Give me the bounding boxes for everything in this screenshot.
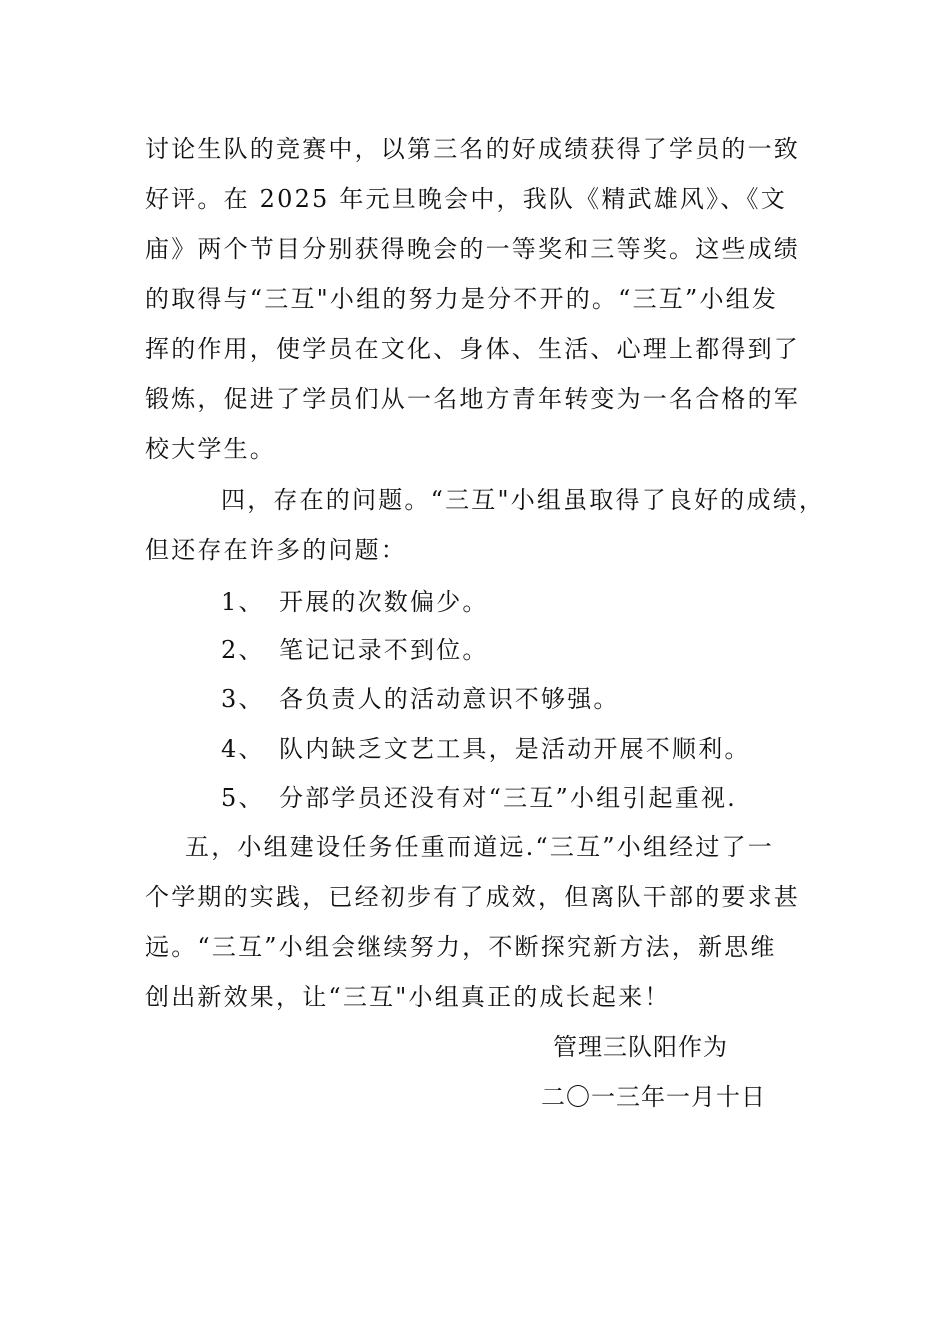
- problem-number: 5、: [221, 784, 265, 812]
- body-line: 的取得与“三互"小组的努力是分不开的。“三互”小组发: [145, 285, 779, 313]
- signature-author: 管理三队阳作为: [553, 1033, 728, 1061]
- section4-heading: 四，存在的问题。“三互"小组虽取得了良好的成绩，: [221, 486, 826, 514]
- section5-line: 远。“三互”小组会继续努力，不断探究新方法，新思维: [145, 933, 777, 961]
- section5-heading: 五，小组建设任务任重而道远.“三互”小组经过了一: [185, 833, 774, 861]
- body-line: 讨论生队的竞赛中，以第三名的好成绩获得了学员的一致: [145, 135, 800, 163]
- problem-item: [221, 634, 489, 666]
- body-line: 校大学生。: [145, 435, 276, 463]
- body-line: 挥的作用，使学员在文化、身体、生活、心理上都得到了: [145, 335, 800, 363]
- problem-text: 笔记记录不到位。: [279, 636, 489, 664]
- problem-text: 队内缺乏文艺工具，是活动开展不顺利。: [279, 735, 751, 763]
- problem-number: 2、: [221, 636, 265, 664]
- problem-number: 1、: [221, 588, 265, 616]
- problem-number: 4、: [221, 735, 265, 763]
- section5-line: 创出新效果，让“三互"小组真正的成长起来！: [145, 983, 671, 1011]
- body-line: 好评。在 2025 年元旦晚会中，我队《精武雄风》、《文: [145, 185, 787, 213]
- body-line: 庙》两个节目分别获得晚会的一等奖和三等奖。这些成绩: [145, 235, 800, 263]
- problem-text: 各负责人的活动意识不够强。: [279, 685, 620, 713]
- section5-line: 个学期的实践，已经初步有了成效，但离队干部的要求甚: [145, 883, 800, 911]
- problem-item: [221, 782, 737, 814]
- problem-text: 开展的次数偏少。: [279, 588, 489, 616]
- problem-number: 3、: [221, 685, 265, 713]
- problem-text: 分部学员还没有对“三互”小组引起重视.: [279, 784, 737, 812]
- body-line: 锻炼，促进了学员们从一名地方青年转变为一名合格的军: [145, 385, 800, 413]
- problem-item: [221, 733, 751, 765]
- signature-date: 二〇一三年一月十日: [541, 1083, 766, 1111]
- problem-item: [221, 586, 489, 618]
- section4-line: 但还存在许多的问题：: [145, 536, 407, 564]
- problem-item: [221, 683, 620, 715]
